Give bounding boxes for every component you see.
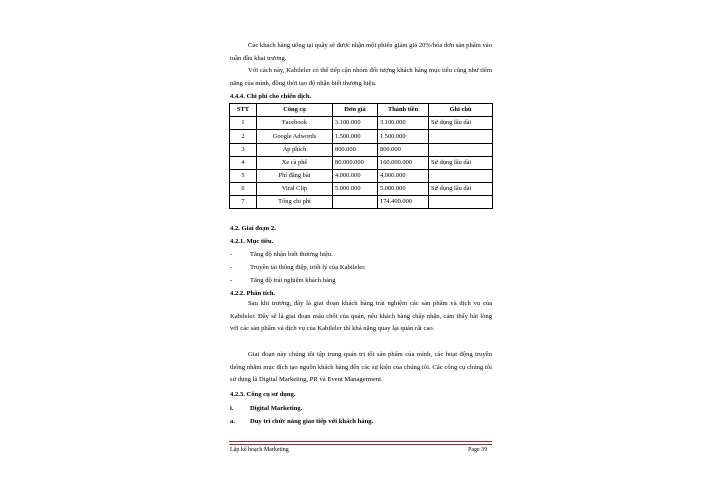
footer-divider-thin xyxy=(229,444,492,445)
table-row xyxy=(230,169,493,182)
heading-digital-marketing xyxy=(230,404,302,413)
list-item xyxy=(230,263,366,272)
cell-stt: 4 xyxy=(230,156,257,169)
header-stt: STT xyxy=(230,104,257,117)
cell-stt: 3 xyxy=(230,143,257,156)
cell-amount: 800.000 xyxy=(378,143,429,156)
customer-communication-text: Duy trì chức năng giao tiếp với khách hàng. xyxy=(250,418,374,425)
header-amount: Thành tiền xyxy=(378,104,429,117)
bullet-dash: - xyxy=(230,264,233,271)
bullet-dash: - xyxy=(230,251,233,258)
cell-note: Sử dụng lâu dài xyxy=(429,156,493,169)
cell-note xyxy=(429,143,493,156)
cell-stt: 7 xyxy=(230,195,257,208)
bullet-text: Tăng độ nhận biết thương hiệu. xyxy=(250,251,333,258)
cell-unit-price: 4.000.000 xyxy=(333,169,378,182)
header-tool: Công cụ xyxy=(257,104,333,117)
cell-tool: Phí đăng bài xyxy=(257,169,333,182)
bullet-text: Tăng độ trải nghiệm khách hàng xyxy=(250,277,336,284)
list-item xyxy=(230,250,333,259)
table-row xyxy=(230,117,493,130)
cell-note xyxy=(429,130,493,143)
cell-unit-price: 1.500.000 xyxy=(333,130,378,143)
cell-amount: 3.100.000 xyxy=(378,117,429,130)
cell-stt: 5 xyxy=(230,169,257,182)
paragraph-discount: Các khách hàng uống tại quầy sẽ được nhận một phiếu giảm giá 20%/hóa đơn sản phẩm vào tuần đầu khai trương. xyxy=(230,42,492,62)
letter-a: a. xyxy=(230,418,235,425)
cell-tool: Facebook xyxy=(257,117,333,130)
cell-tool: Viral Clip xyxy=(257,182,333,195)
cell-unit-price xyxy=(333,195,378,208)
cell-tool: Xe cà phê xyxy=(257,156,333,169)
cell-note: Sử dụng lâu dài xyxy=(429,117,493,130)
cell-unit-price: 80.000.000 xyxy=(333,156,378,169)
footer-page-number: Page 39 xyxy=(468,447,488,453)
paragraph-reach: Với cách này, Kabileler có thể tiếp cận nhóm đối tượng khách hàng mục tiêu cũng như tiềm năng của mình, đồng thời tạo độ nhận biết thương hiệu. xyxy=(230,67,492,87)
list-item xyxy=(230,276,336,285)
bullet-dash: - xyxy=(230,277,233,284)
cell-stt: 2 xyxy=(230,130,257,143)
table-row xyxy=(230,156,493,169)
table-header-row xyxy=(230,104,493,117)
numeral-i: i. xyxy=(230,405,234,412)
table-row-total xyxy=(230,195,493,208)
table-row xyxy=(230,182,493,195)
cell-amount: 5.000.000 xyxy=(378,182,429,195)
cell-tool: Áp phích xyxy=(257,143,333,156)
heading-4-2-2: 4.2.2. Phân tích. xyxy=(230,290,276,297)
heading-customer-communication xyxy=(230,417,373,426)
heading-4-2-1: 4.2.1. Mục tiêu. xyxy=(230,238,274,245)
cell-tool: Tổng chi phí xyxy=(257,195,333,208)
cell-note xyxy=(429,169,493,182)
heading-4-2: 4.2. Giai đoạn 2. xyxy=(230,225,276,232)
paragraph-analysis-1: Sau khi trương, đây là giai đoạn khách hàng trải nghiệm các sản phẩm và dịch vụ của Kabileler. Đây sẽ là giai đoạn mấu chốt của quán, nếu khách hàng chấp nhận, cảm thấy hài lòng với các sản phẩm và dịch vụ của Kabileler thì khả năng quay lại quán rất cao. xyxy=(230,300,492,333)
table-row xyxy=(230,143,493,156)
paragraph-analysis-2: Giai đoạn này chúng tôi tập trung quản trị tốt sản phẩm của mình, các hoạt động truyền thông nhằm mục đích tạo nguồn khách hàng đến các sự kiện của chúng tôi. Các công cụ chúng tôi sử dụng là Digital Marketing, PR và Event Managerment. xyxy=(230,351,492,384)
cell-unit-price: 5.000.000 xyxy=(333,182,378,195)
footer-title: Lập kế hoạch Marketing xyxy=(230,447,289,453)
cell-note: Sử dụng lâu dài xyxy=(429,182,493,195)
cell-amount: 1.500.000 xyxy=(378,130,429,143)
cost-table xyxy=(229,103,493,209)
cell-tool: Google Adwords xyxy=(257,130,333,143)
cell-unit-price: 800.000 xyxy=(333,143,378,156)
header-unit-price: Đơn giá xyxy=(333,104,378,117)
cell-amount: 174.400.000 xyxy=(378,195,429,208)
cell-stt: 6 xyxy=(230,182,257,195)
footer-divider xyxy=(229,441,492,442)
table-row xyxy=(230,130,493,143)
heading-4-2-3: 4.2.3. Công cụ sử dụng. xyxy=(230,391,296,398)
cell-unit-price: 3.100.000 xyxy=(333,117,378,130)
cell-amount: 160.000.000 xyxy=(378,156,429,169)
cell-note xyxy=(429,195,493,208)
digital-marketing-text: Digital Marketing. xyxy=(250,405,303,412)
heading-4-4-4: 4.4.4. Chi phí cho chiến dịch. xyxy=(230,93,312,100)
cell-amount: 4.000.000 xyxy=(378,169,429,182)
header-note: Ghi chú xyxy=(429,104,493,117)
cell-stt: 1 xyxy=(230,117,257,130)
bullet-text: Truyền tải thông điệp, triết lý của Kabileler. xyxy=(250,264,366,271)
